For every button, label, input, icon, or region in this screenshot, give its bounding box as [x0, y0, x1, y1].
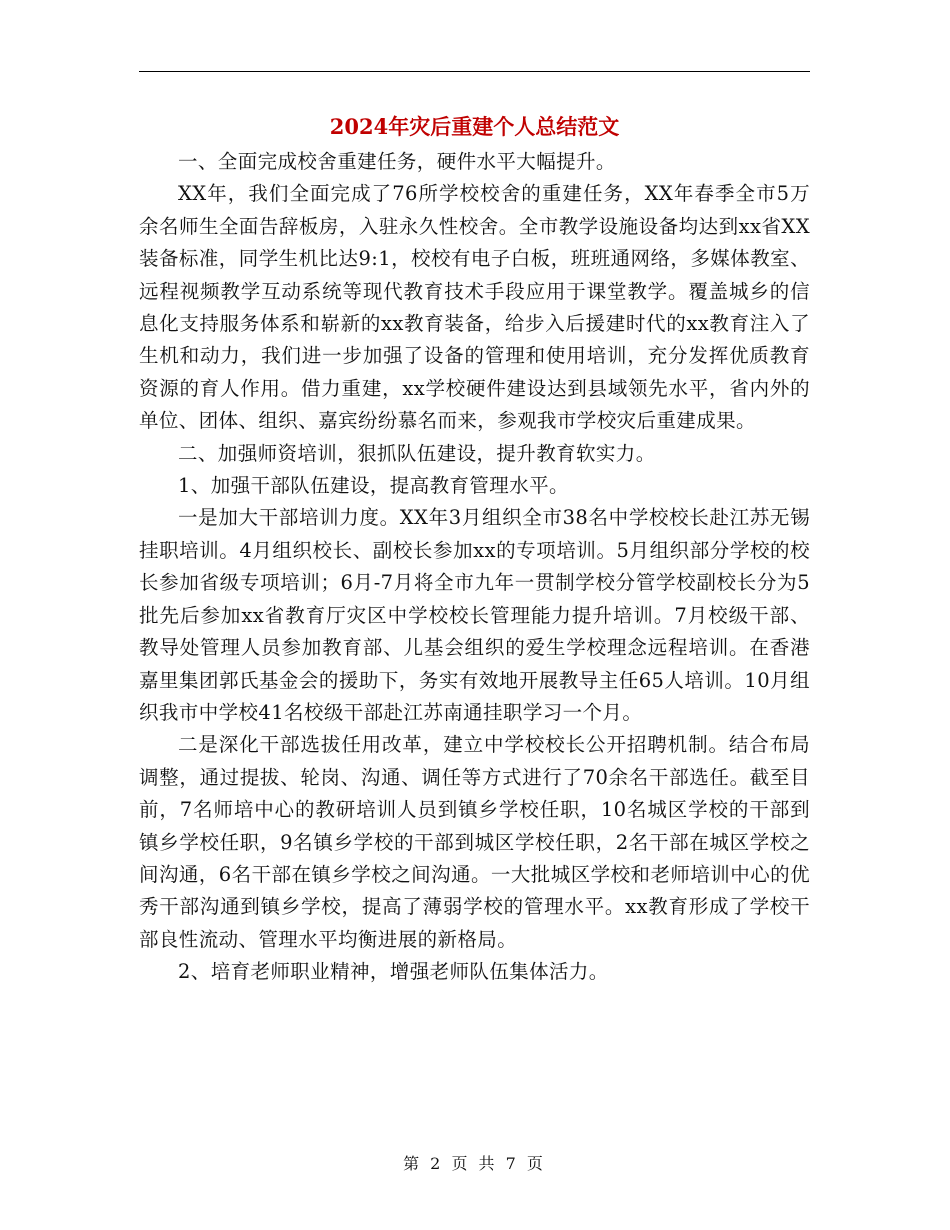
subsection-heading-2: 2、培育老师职业精神，增强老师队伍集体活力。: [178, 960, 609, 984]
document-title: 2024年灾后重建个人总结范文: [329, 114, 620, 139]
section-heading-2: 二、加强师资培训，狠抓队伍建设，提升教育软实力。: [178, 441, 656, 465]
body-paragraph: XX年，我们全面完成了76所学校校舍的重建任务，XX年春季全市5万余名师生全面告辞板房，入驻永久性校舍。全市教学设施设备均达到xx省XX装备标准，同学生机比达9:1，校校有电子白板，班班通网络，多媒体教室、远程视频教学互动系统等现代教育技术手段应用于课堂教学。覆盖城乡的信息化支持服务体系和崭新的xx教育装备，给步入后援建时代的xx教育注入了生机和动力，我们进一步加强了设备的管理和使用培训，充分发挥优质教育资源的育人作用。借力重建，xx学校硬件建设达到县域领先水平，省内外的单位、团体、组织、嘉宾纷纷慕名而来，参观我市学校灾后重建成果。: [139, 182, 810, 433]
document-body: [139, 146, 810, 989]
page-number-footer: 第 2 页 共 7 页: [403, 1154, 546, 1173]
section-heading-1: 一、全面完成校舍重建任务，硬件水平大幅提升。: [178, 150, 616, 173]
body-paragraph: 二是深化干部选拔任用改革，建立中学校校长公开招聘机制。结合布局调整，通过提拔、轮岗、沟通、调任等方式进行了70余名干部选任。截至目前，7名师培中心的教研培训人员到镇乡学校任职，10名城区学校的干部到镇乡学校任职，9名镇乡学校的干部到城区学校任职，2名干部在城区学校之间沟通，6名干部在镇乡学校之间沟通。一大批城区学校和老师培训中心的优秀干部沟通到镇乡学校，提高了薄弱学校的管理水平。xx教育形成了学校干部良性流动、管理水平均衡进展的新格局。: [139, 733, 810, 951]
subsection-heading-1: 1、加强干部队伍建设，提高教育管理水平。: [178, 474, 569, 498]
body-paragraph: 一是加大干部培训力度。XX年3月组织全市38名中学校校长赴江苏无锡挂职培训。4月组织校长、副校长参加xx的专项培训。5月组织部分学校的校长参加省级专项培训；6月-7月将全市九年一贯制学校分管学校副校长分为5批先后参加xx省教育厅灾区中学校校长管理能力提升培训。7月校级干部、教导处管理人员参加教育部、儿基会组织的爱生学校理念远程培训。在香港嘉里集团郭氏基金会的援助下，务实有效地开展教导主任65人培训。10月组织我市中学校41名校级干部赴江苏南通挂职学习一个月。: [139, 506, 810, 724]
header-rule: [139, 71, 810, 72]
